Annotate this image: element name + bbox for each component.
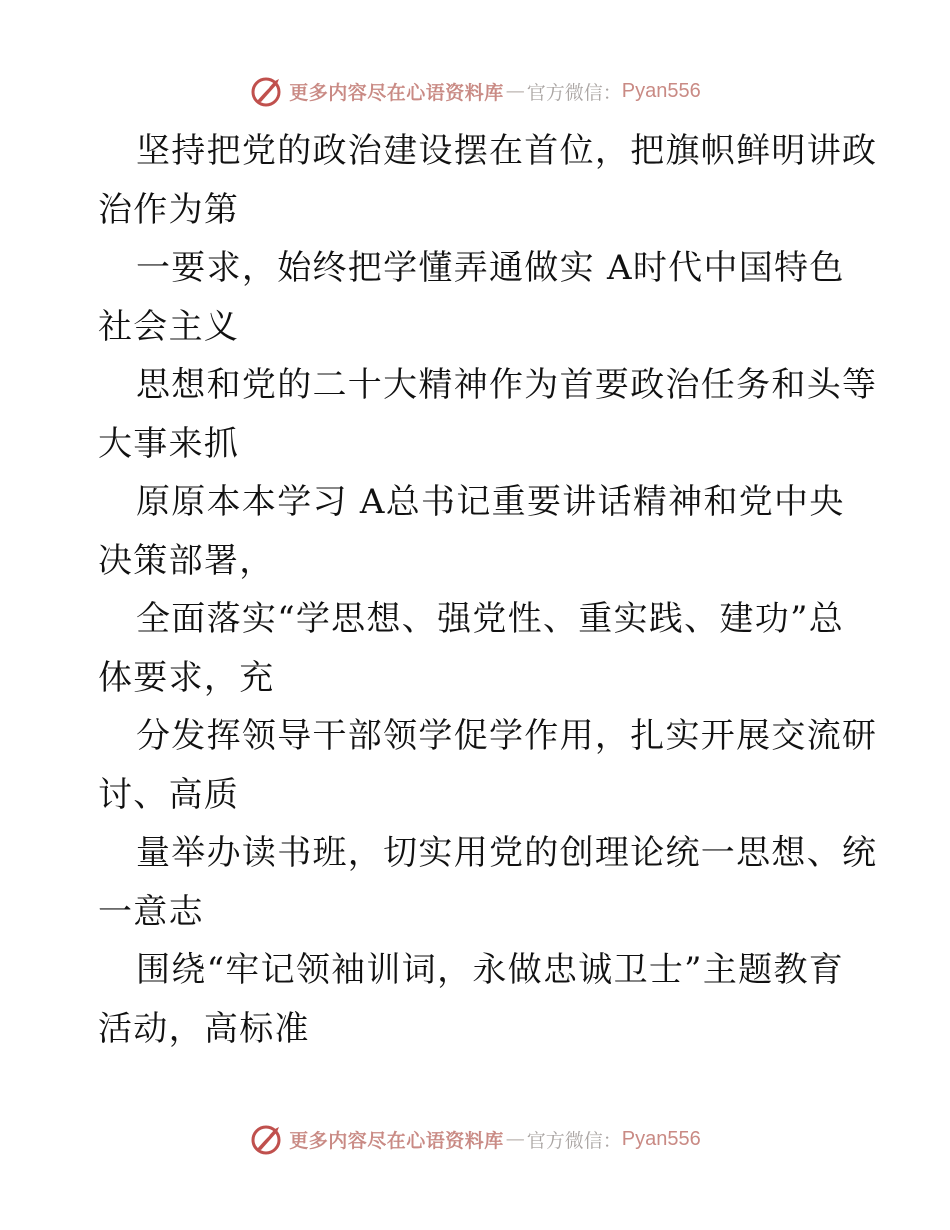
paragraph-line: 决策部署， bbox=[98, 540, 275, 581]
paragraph-line: 体要求，充 bbox=[98, 657, 275, 698]
paragraph-line: 全面落实“学思想、强党性、重实践、建功”总 bbox=[136, 599, 845, 639]
watermark-dash: — bbox=[505, 1128, 525, 1150]
paragraph-7 bbox=[98, 824, 878, 941]
paragraph-line: 活动，高标准 bbox=[98, 1008, 310, 1049]
paragraph-line: 社会主义 bbox=[98, 306, 240, 347]
paragraph-line: 一要求，始终把学懂弄通做实 A时代中国特色 bbox=[136, 248, 845, 288]
paragraph-line: 分发挥领导干部领学促学作用，扎实开展交流研 bbox=[136, 716, 878, 756]
paragraph-line: 坚持把党的政治建设摆在首位，把旗帜鲜明讲政 bbox=[136, 131, 878, 171]
header-watermark bbox=[0, 71, 950, 111]
quill-logo-icon bbox=[249, 1121, 285, 1157]
paragraph-line: 围绕“牢记领袖训词，永做忠诚卫士”主题教育 bbox=[136, 950, 845, 990]
paragraph-3 bbox=[98, 356, 878, 473]
paragraph-line: 量举办读书班，切实用党的创理论统一思想、统 bbox=[136, 833, 878, 873]
paragraph-line: 一意志 bbox=[98, 891, 204, 932]
document-body bbox=[98, 122, 878, 1058]
paragraph-line: 讨、高质 bbox=[98, 774, 240, 815]
watermark-title: 更多内容尽在心语资料库 bbox=[289, 1129, 504, 1152]
watermark-contact-label: 官方微信： bbox=[526, 1129, 622, 1152]
paragraph-5 bbox=[98, 590, 858, 707]
paragraph-line: 治作为第 bbox=[98, 189, 240, 230]
quill-logo-icon bbox=[249, 73, 285, 109]
footer-watermark bbox=[0, 1119, 950, 1159]
paragraph-6 bbox=[98, 707, 878, 824]
watermark-contact-id: Pyan556 bbox=[621, 79, 701, 102]
paragraph-line: 大事来抓 bbox=[98, 423, 240, 464]
paragraph-line: 原原本本学习 A总书记重要讲话精神和党中央 bbox=[136, 482, 845, 522]
watermark-dash: — bbox=[505, 80, 525, 102]
paragraph-8 bbox=[98, 941, 858, 1058]
paragraph-1 bbox=[98, 122, 878, 239]
paragraph-2 bbox=[98, 239, 858, 356]
paragraph-line: 思想和党的二十大精神作为首要政治任务和头等 bbox=[136, 365, 878, 405]
watermark-title: 更多内容尽在心语资料库 bbox=[289, 81, 504, 104]
watermark-contact-id: Pyan556 bbox=[621, 1127, 701, 1150]
paragraph-4 bbox=[98, 473, 858, 590]
watermark-contact-label: 官方微信： bbox=[526, 81, 622, 104]
